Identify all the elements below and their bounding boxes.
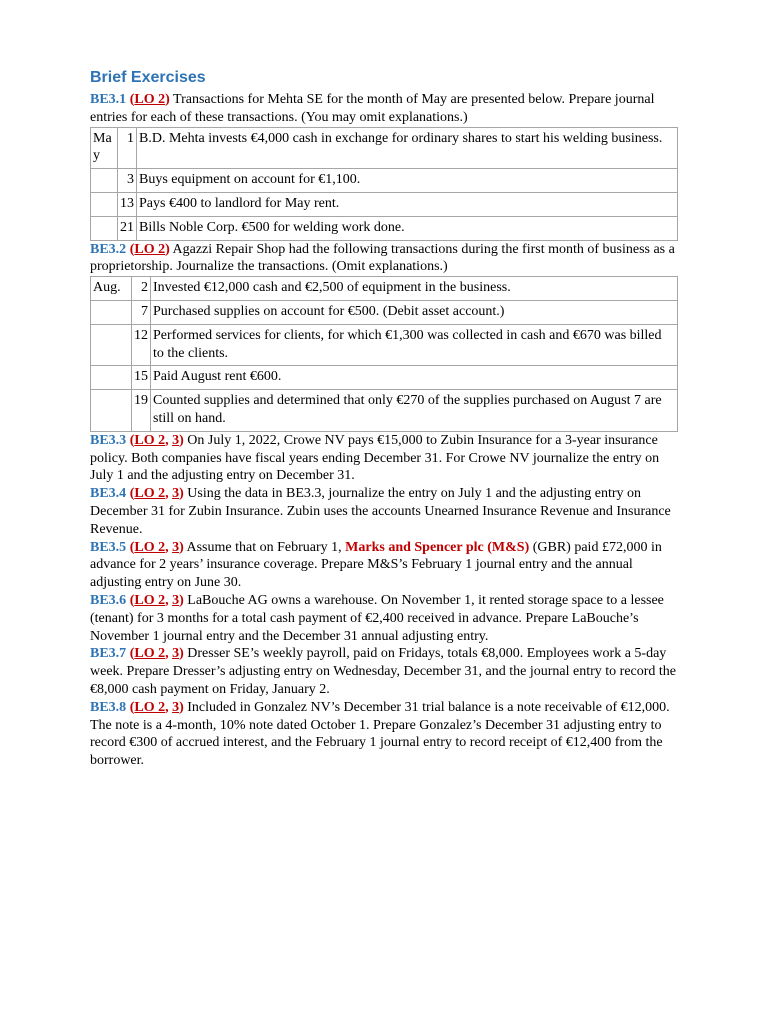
- transactions-table-be3-2: [90, 276, 678, 432]
- month-cell: [91, 169, 118, 193]
- day-cell: 3: [118, 169, 137, 193]
- exercise-text: Transactions for Mehta SE for the month of May are presented below. Prepare journal entries for each of these transactions. (You may omit explanations.): [90, 92, 655, 125]
- description-cell: B.D. Mehta invests €4,000 cash in exchange for ordinary shares to start his welding business.: [137, 127, 678, 169]
- learning-objective: (LO 2, 3): [129, 699, 184, 715]
- description-cell: Paid August rent €600.: [151, 366, 678, 390]
- month-cell: [91, 366, 132, 390]
- exercise-be3-3: [90, 432, 680, 485]
- exercise-text: (GBR) paid £72,000 in advance for 2 years’ insurance coverage. Prepare M&S’s February 1 journal entry and the annual adjusting entry on June 30.: [90, 539, 662, 591]
- exercise-text: Assume that on February 1,: [186, 539, 342, 555]
- day-cell: 2: [132, 277, 151, 301]
- month-cell: [91, 216, 118, 240]
- exercise-id: BE3.3: [90, 432, 127, 448]
- description-cell: Bills Noble Corp. €500 for welding work done.: [137, 216, 678, 240]
- section-heading: Brief Exercises: [90, 69, 206, 86]
- description-cell: Performed services for clients, for which €1,300 was collected in cash and €670 was billed to the clients.: [151, 324, 678, 366]
- lo-link[interactable]: LO 2: [134, 432, 166, 448]
- exercise-id: BE3.2: [90, 241, 127, 257]
- lo-link[interactable]: LO 2: [134, 539, 166, 555]
- learning-objective: (LO 2, 3): [129, 539, 184, 555]
- exercise-be3-2: [90, 241, 680, 277]
- exercise-be3-4: [90, 485, 680, 538]
- description-cell: Pays €400 to landlord for May rent.: [137, 192, 678, 216]
- lo-link[interactable]: LO 2: [134, 486, 166, 502]
- table-row: [91, 277, 678, 301]
- exercise-id: BE3.1: [90, 92, 127, 107]
- lo-link[interactable]: 3: [172, 646, 180, 662]
- exercise-be3-1: [90, 91, 680, 127]
- lo-link[interactable]: LO 2: [134, 646, 166, 662]
- exercise-text: Using the data in BE3.3, journalize the entry on July 1 and the adjusting entry on December 31 for Zubin Insurance. Zubin uses the accounts Unearned Insurance Revenue and Insurance Revenue.: [90, 486, 671, 537]
- learning-objective: (LO 2, 3): [129, 486, 184, 502]
- learning-objective: (LO 2, 3): [129, 592, 184, 608]
- exercise-id: BE3.4: [90, 486, 127, 502]
- exercise-id: BE3.5: [90, 539, 127, 555]
- lo-link[interactable]: LO 2: [134, 92, 166, 107]
- exercise-text: Agazzi Repair Shop had the following transactions during the first month of business as a proprietorship. Journalize the transactions. (Omit explanations.): [90, 241, 675, 275]
- table-row: [91, 390, 678, 432]
- table-row: [91, 169, 678, 193]
- document-page: [90, 68, 680, 770]
- lo-link[interactable]: 3: [172, 539, 180, 555]
- day-cell: 13: [118, 192, 137, 216]
- description-cell: Purchased supplies on account for €500. (Debit asset account.): [151, 300, 678, 324]
- day-cell: 12: [132, 324, 151, 366]
- month-cell: [91, 192, 118, 216]
- exercise-be3-6: [90, 592, 680, 645]
- table-row: [91, 324, 678, 366]
- description-cell: Counted supplies and determined that only €270 of the supplies purchased on August 7 are still on hand.: [151, 390, 678, 432]
- exercise-id: BE3.6: [90, 592, 127, 608]
- month-cell: [91, 324, 132, 366]
- lo-link[interactable]: 3: [172, 432, 180, 448]
- month-cell: [91, 300, 132, 324]
- exercise-be3-8: [90, 699, 680, 770]
- lo-link[interactable]: LO 2: [134, 699, 166, 715]
- exercise-be3-7: [90, 645, 680, 698]
- day-cell: 19: [132, 390, 151, 432]
- table-row: [91, 192, 678, 216]
- learning-objective: (LO 2, 3): [129, 646, 184, 662]
- description-cell: Invested €12,000 cash and €2,500 of equipment in the business.: [151, 277, 678, 301]
- learning-objective: (LO 2): [129, 92, 170, 107]
- exercise-id: BE3.8: [90, 699, 127, 715]
- company-name: Marks and Spencer plc (M&S): [345, 539, 530, 555]
- table-row: [91, 366, 678, 390]
- description-cell: Buys equipment on account for €1,100.: [137, 169, 678, 193]
- exercise-text: Dresser SE’s weekly payroll, paid on Fridays, totals €8,000. Employees work a 5-day week. Prepare Dresser’s adjusting entry on Wednesday, December 31, and the journal entry to record the €8,000 cash payment on Friday, January 2.: [90, 646, 677, 697]
- exercise-text: On July 1, 2022, Crowe NV pays €15,000 to Zubin Insurance for a 3-year insurance policy. Both companies have fiscal years ending December 31. For Crowe NV journalize the entry on July 1 and the adjusting entry on December 31.: [90, 432, 660, 484]
- day-cell: 1: [118, 127, 137, 169]
- exercise-be3-5: [90, 539, 680, 592]
- lo-link[interactable]: 3: [172, 699, 180, 715]
- exercise-text: Included in Gonzalez NV’s December 31 trial balance is a note receivable of €12,000. The note is a 4-month, 10% note dated October 1. Prepare Gonzalez’s December 31 adjusting entry to record €300 of accrued interest, and the February 1 journal entry to record receipt of €12,400 from the borrower.: [90, 699, 670, 769]
- table-row: [91, 127, 678, 169]
- month-cell: May: [91, 127, 118, 169]
- day-cell: 21: [118, 216, 137, 240]
- table-row: [91, 300, 678, 324]
- day-cell: 7: [132, 300, 151, 324]
- lo-link[interactable]: 3: [172, 486, 180, 502]
- lo-link[interactable]: 3: [172, 592, 180, 608]
- learning-objective: (LO 2): [129, 241, 170, 257]
- table-row: [91, 216, 678, 240]
- month-cell: [91, 390, 132, 432]
- exercise-id: BE3.7: [90, 646, 127, 662]
- day-cell: 15: [132, 366, 151, 390]
- month-cell: Aug.: [91, 277, 132, 301]
- lo-link[interactable]: LO 2: [134, 592, 166, 608]
- learning-objective: (LO 2, 3): [129, 432, 184, 448]
- lo-link[interactable]: LO 2: [134, 241, 166, 257]
- transactions-table-be3-1: [90, 127, 678, 241]
- exercise-text: LaBouche AG owns a warehouse. On November 1, it rented storage space to a lessee (tenant) for 3 months for a total cash payment of €2,400 received in advance. Prepare LaBouche’s November 1 journal entry and the December 31 annual adjusting entry.: [90, 592, 664, 644]
